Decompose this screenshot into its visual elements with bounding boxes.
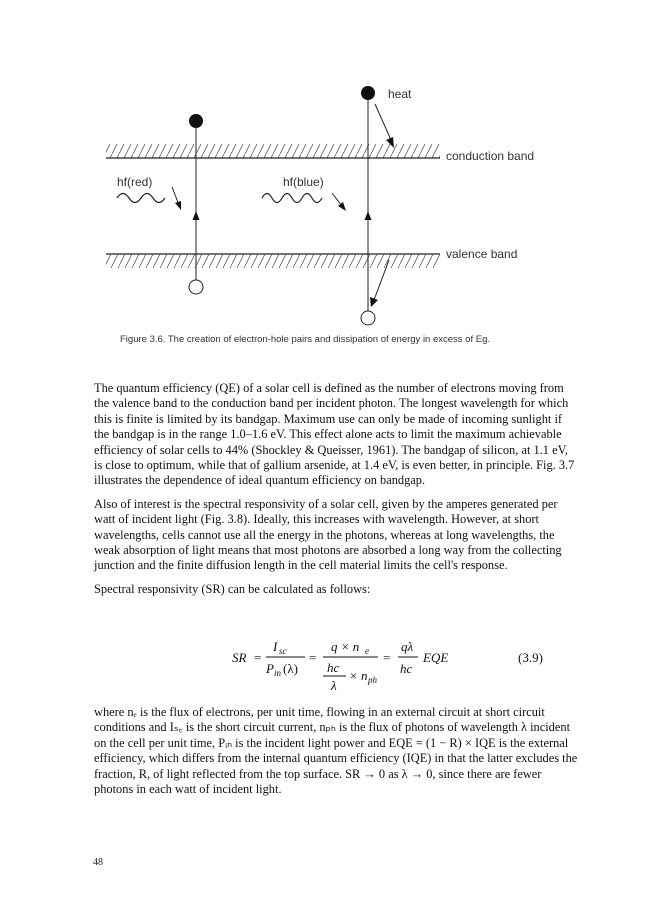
page-number: 48 <box>93 857 103 868</box>
eq-f1-num: I <box>273 639 278 654</box>
eq-f3-num: qλ <box>401 639 414 654</box>
eq-f1-num-sub: sc <box>279 646 287 656</box>
eq-tail: EQE <box>423 650 449 665</box>
electron-right <box>361 86 375 100</box>
eq-f3-den: hc <box>400 661 413 676</box>
arrow-left-up <box>193 211 200 220</box>
eq-f2-den-sub: ph <box>368 675 377 685</box>
label-valence-band: valence band <box>446 247 518 261</box>
figure-caption: Figure 3.6. The creation of electron-hole pairs and dissipation of energy in excess of Eg. <box>120 334 491 345</box>
eq-f2-num: q × n <box>331 639 360 654</box>
hole-left <box>189 280 203 294</box>
photon-blue-arrow <box>338 202 346 211</box>
final-text <box>94 705 578 805</box>
band-diagram-figure <box>0 0 660 334</box>
eq-f1-den-arg: (λ) <box>283 661 298 676</box>
photon-blue-wave <box>262 194 322 203</box>
eq-sign-1: = <box>254 650 262 665</box>
photon-red-wave <box>117 194 165 203</box>
hole-right <box>361 311 375 325</box>
label-conduction-band: conduction band <box>446 149 535 163</box>
eq-lhs: SR <box>232 650 247 665</box>
electron-left <box>189 114 203 128</box>
eq-f2-den-times: × n <box>349 668 368 683</box>
eq-sign-2: = <box>309 650 317 665</box>
valence-band <box>106 254 440 268</box>
conduction-band <box>106 144 440 158</box>
paragraph-spectral-responsivity: Also of interest is the spectral responsivity of a solar cell, given by the amperes generated per watt of incident light (Fig. 3.8). Ideally, this increases with wavelength. However, at short wavelengths, cells cannot use all the energy in the photons, whereas at long wavelengths, the weak absorption of light means that most photons are absorbed a long way from the collecting junction and the finite diffusion length in the cell material limits the cell's response. <box>94 496 562 573</box>
equation-intro: Spectral responsivity (SR) can be calculated as follows: <box>94 581 371 596</box>
eq-f2-den-top: hc <box>327 660 340 675</box>
label-heat: heat <box>388 87 412 101</box>
arrow-right-up <box>365 211 372 220</box>
eq-f2-num-sub: e <box>365 646 369 656</box>
main-text <box>94 381 578 605</box>
eq-sign-3: = <box>383 650 391 665</box>
photon-red-arrow <box>175 201 181 210</box>
eq-number: (3.9) <box>518 650 543 665</box>
eq-f1-den-sub: in <box>274 668 282 678</box>
label-hf-red: hf(red) <box>117 175 153 189</box>
hole-arrow-head <box>370 297 378 307</box>
eq-f1-den: P <box>266 661 274 676</box>
paragraph-qe: The quantum efficiency (QE) of a solar cell is defined as the number of electrons moving from the valence band to the conduction band per incident photon. The longest wavelength for which this is finite is limited by its bandgap. Maximum use can only be made of incoming sunlight if the bandgap is in the range 1.0–1.6 eV. This effect alone acts to limit the maximum achievable efficiency of solar cells to 44% (Shockley & Queisser, 1961). The bandgap of silicon, at 1.1 eV, is close to optimum, while that of gallium arsenide, at 1.4 eV, is even better, in principle. Fig. 3.7 illustrates the dependence of ideal quantum efficiency on bandgap. <box>94 381 575 488</box>
eq-f2-den-bottom: λ <box>331 678 337 693</box>
paragraph-definitions: where nₑ is the flux of electrons, per unit time, flowing in an external circuit at short circuit conditions and Iₛ꜀ is the short circuit current, nₚₕ is the flux of photons of wavelength λ incident on the cell per unit time, Pᵢₙ is the incident light power and EQE = (1 − R) × IQE is the external efficiency, which differs from the internal quantum efficiency (IQE) in that the latter excludes the fraction, R, of light reflected from the top surface. SR → 0 as λ → 0, since there are fewer photons in each watt of incident light. <box>94 705 578 797</box>
label-hf-blue: hf(blue) <box>283 175 324 189</box>
